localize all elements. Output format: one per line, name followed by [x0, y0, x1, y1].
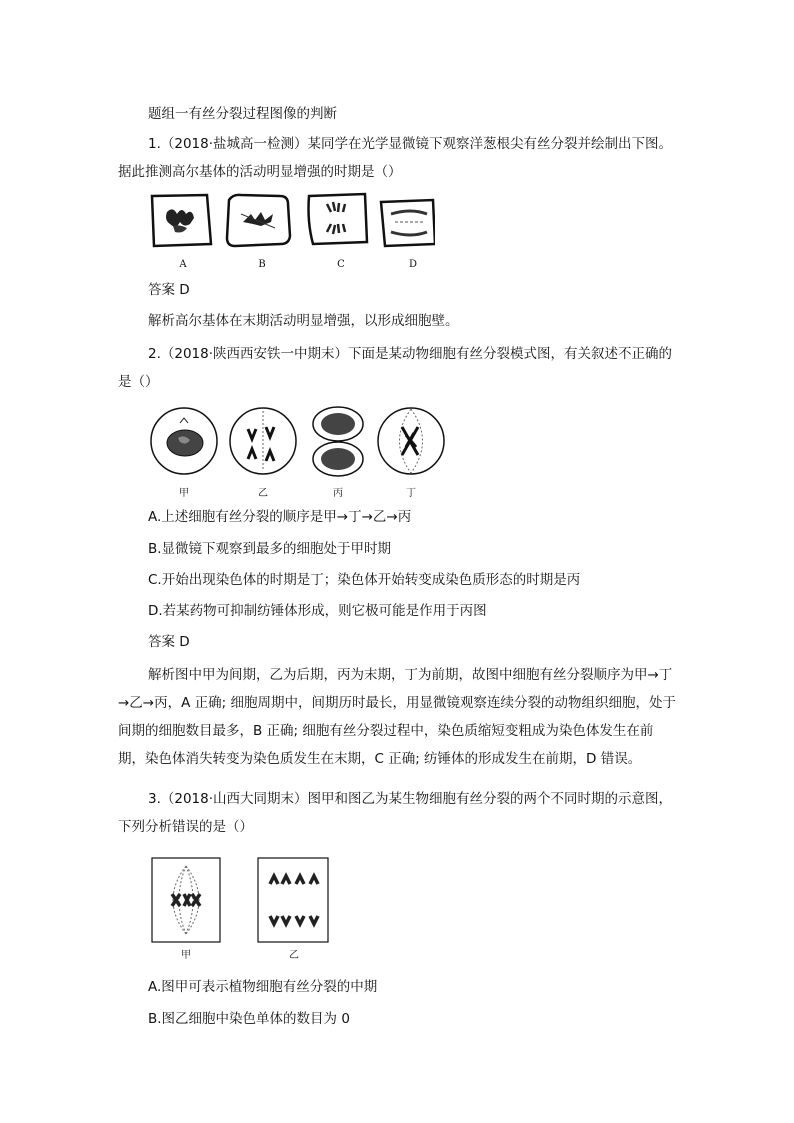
q2-option-c: C.开始出现染色体的时期是丁；染色体开始转变成染色质形态的时期是丙	[148, 572, 581, 588]
q1-answer: 答案 D	[148, 282, 190, 298]
q1-analysis: 解析高尔基体在末期活动明显增强，以形成细胞壁。	[148, 313, 459, 329]
q1-stem: 1.（2018·盐城高一检测）某同学在光学显微镜下观察洋葱根尖有丝分裂并绘制出下图。据此推测高尔基体的活动明显增强的时期是（）	[118, 136, 673, 180]
q2-analysis: 解析图中甲为间期，乙为后期，丙为末期，丁为前期，故图中细胞有丝分裂顺序为甲→丁→乙→丙，A 正确; 细胞周期中，间期历时最长，用显微镜观察连续分裂的动物组织细胞，处于间期的细胞数目最多，B 正确; 细胞有丝分裂过程中，染色质缩短变粗成为染色体发生在前期，染色体消失转变为染色质发生在末期，C 正确; 纺锤体的形成发生在前期，D 错误。	[118, 667, 676, 767]
q2-cell-bing	[313, 407, 363, 476]
q3-label-yi: 乙	[289, 950, 299, 961]
q1-label-c: C	[337, 259, 345, 270]
q1-cell-b	[227, 195, 290, 246]
q3-figure	[150, 856, 332, 946]
q2-label-ding: 丁	[406, 488, 416, 499]
q3-option-b: B.图乙细胞中染色单体的数目为 0	[148, 1011, 350, 1027]
q1-cell-d	[381, 200, 435, 246]
q2-option-b: B.显微镜下观察到最多的细胞处于甲时期	[148, 541, 392, 557]
group-title: 题组一有丝分裂过程图像的判断	[148, 106, 337, 122]
q2-stem: 2.（2018·陕西西安铁一中期末）下面是某动物细胞有丝分裂模式图，有关叙述不正确的是（）	[118, 346, 673, 390]
q2-option-d: D.若某药物可抑制纺锤体形成，则它极可能是作用于丙图	[148, 603, 487, 619]
q2-answer: 答案 D	[148, 634, 190, 650]
q2-cell-yi	[230, 408, 296, 474]
q1-label-a: A	[179, 259, 187, 270]
q1-cell-a	[152, 195, 211, 246]
q3-cell-yi	[258, 858, 328, 942]
q1-label-d: D	[408, 259, 418, 270]
q1-cell-c	[309, 194, 368, 244]
q3-option-a: A.图甲可表示植物细胞有丝分裂的中期	[148, 979, 378, 995]
q2-label-jia: 甲	[179, 488, 189, 499]
q2-cell-jia	[151, 408, 217, 474]
q3-cell-jia	[152, 858, 220, 942]
q1-label-b: B	[258, 259, 266, 270]
q3-label-jia: 甲	[181, 950, 191, 961]
q2-label-bing: 丙	[333, 488, 343, 499]
q2-cell-ding	[378, 408, 444, 474]
q3-stem: 3.（2018·山西大同期末）图甲和图乙为某生物细胞有丝分裂的两个不同时期的示意图，下列分析错误的是（）	[118, 791, 673, 835]
q2-option-a: A.上述细胞有丝分裂的顺序是甲→丁→乙→丙	[148, 509, 412, 525]
q2-label-yi: 乙	[258, 488, 268, 499]
q1-figure	[145, 192, 435, 250]
q2-figure	[148, 405, 448, 479]
